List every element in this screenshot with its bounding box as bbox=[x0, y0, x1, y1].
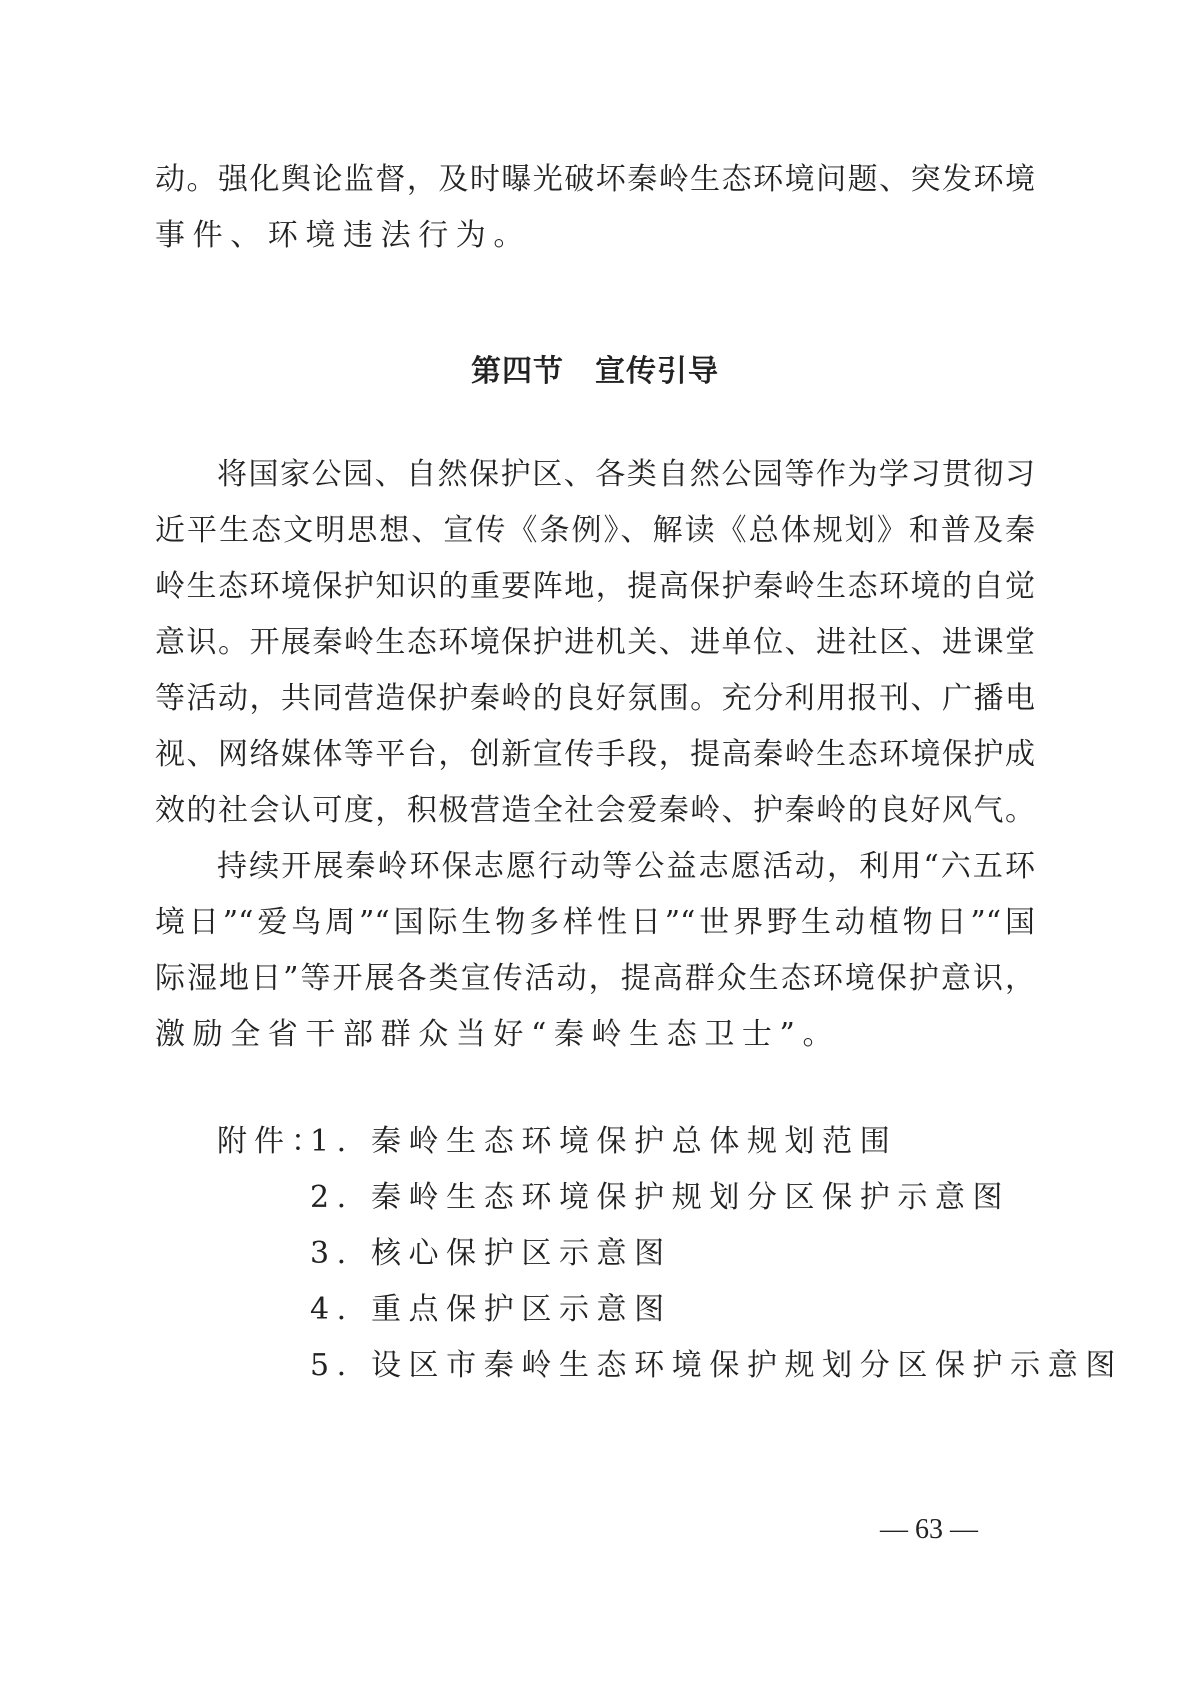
body-text-line: 等活动，共同营造保护秦岭的良好氛围。充分利用报刊、广播电 bbox=[155, 681, 1035, 716]
attachment-item: 2. 秦岭生态环境保护规划分区保护示意图 bbox=[310, 1180, 1011, 1215]
attachment-item: 5. 设区市秦岭生态环境保护规划分区保护示意图 bbox=[310, 1348, 1123, 1383]
attachment-item: 4. 重点保护区示意图 bbox=[310, 1292, 672, 1327]
body-text-line: 视、网络媒体等平台，创新宣传手段，提高秦岭生态环境保护成 bbox=[155, 737, 1035, 772]
body-text-line: 近平生态文明思想、宣传《条例》、解读《总体规划》和普及秦 bbox=[155, 513, 1035, 548]
section-heading: 第四节 宣传引导 bbox=[471, 354, 719, 389]
body-text-line: 际湿地日”等开展各类宣传活动，提高群众生态环境保护意识， bbox=[155, 961, 1035, 996]
attachments-label: 附件： bbox=[217, 1124, 328, 1159]
attachment-item: 1. 秦岭生态环境保护总体规划范围 bbox=[310, 1124, 898, 1159]
page-number: — 63 — bbox=[880, 1514, 978, 1545]
body-text-line: 事件、环境违法行为。 bbox=[155, 218, 531, 253]
body-text-line: 效的社会认可度，积极营造全社会爱秦岭、护秦岭的良好风气。 bbox=[155, 793, 1035, 828]
body-text-line: 境日”“爱鸟周”“国际生物多样性日”“世界野生动植物日”“国 bbox=[155, 905, 1035, 940]
body-text-line: 岭生态环境保护知识的重要阵地，提高保护秦岭生态环境的自觉 bbox=[155, 569, 1035, 604]
attachment-item: 3. 核心保护区示意图 bbox=[310, 1236, 672, 1271]
body-text-line: 将国家公园、自然保护区、各类自然公园等作为学习贯彻习 bbox=[217, 457, 1035, 492]
body-text-line: 意识。开展秦岭生态环境保护进机关、进单位、进社区、进课堂 bbox=[155, 625, 1035, 660]
body-text-line: 持续开展秦岭环保志愿行动等公益志愿活动，利用“六五环 bbox=[217, 849, 1035, 884]
body-text-line: 激励全省干部群众当好“秦岭生态卫士”。 bbox=[155, 1017, 841, 1052]
body-text-line: 动。强化舆论监督，及时曝光破坏秦岭生态环境问题、突发环境 bbox=[155, 162, 1035, 197]
